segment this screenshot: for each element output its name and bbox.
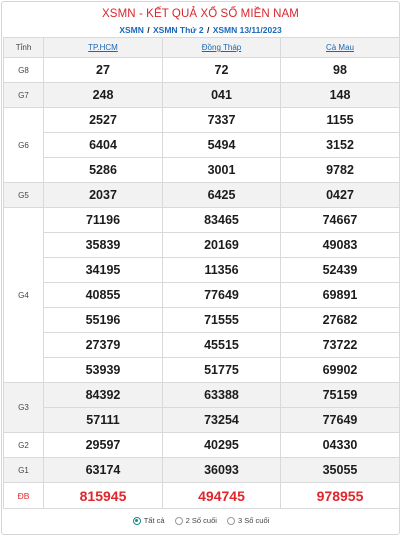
result-number: 3001 (163, 158, 281, 183)
result-number: 84392 (44, 383, 163, 408)
breadcrumb (2, 25, 399, 35)
result-number: 45515 (163, 333, 281, 358)
result-number: 74667 (281, 208, 400, 233)
result-number: 11356 (163, 258, 281, 283)
prize-row-g4 (4, 333, 400, 358)
prize-label: G6 (4, 108, 44, 183)
prize-label: G8 (4, 58, 44, 83)
result-number: 53939 (44, 358, 163, 383)
result-number: 57111 (44, 408, 163, 433)
filter-label: 3 Số cuối (238, 516, 270, 525)
result-number: 63174 (44, 458, 163, 483)
prize-row-g7 (4, 83, 400, 108)
special-prize-label: ĐB (4, 483, 44, 509)
result-number: 27682 (281, 308, 400, 333)
prize-row-g4 (4, 208, 400, 233)
prize-row-g1 (4, 458, 400, 483)
result-number: 71196 (44, 208, 163, 233)
results-table (3, 37, 400, 509)
result-number: 77649 (281, 408, 400, 433)
result-number: 34195 (44, 258, 163, 283)
result-number: 3152 (281, 133, 400, 158)
result-number: 77649 (163, 283, 281, 308)
result-number: 35839 (44, 233, 163, 258)
result-number: 69891 (281, 283, 400, 308)
result-number: 98 (281, 58, 400, 83)
result-number: 27 (44, 58, 163, 83)
result-number: 71555 (163, 308, 281, 333)
result-number: 40855 (44, 283, 163, 308)
prize-label: G2 (4, 433, 44, 458)
table-header-row (4, 38, 400, 58)
result-number: 27379 (44, 333, 163, 358)
result-number: 72 (163, 58, 281, 83)
result-number: 73722 (281, 333, 400, 358)
result-number: 2527 (44, 108, 163, 133)
result-number: 83465 (163, 208, 281, 233)
result-number: 0427 (281, 183, 400, 208)
prize-row-g4 (4, 283, 400, 308)
result-number: 35055 (281, 458, 400, 483)
filter-label: Tất cả (143, 516, 165, 525)
province-header (281, 38, 400, 58)
result-number: 7337 (163, 108, 281, 133)
result-number: 52439 (281, 258, 400, 283)
prize-row-g2 (4, 433, 400, 458)
special-prize-number: 815945 (44, 483, 163, 509)
filter-label: 2 Số cuối (185, 516, 217, 525)
result-number: 73254 (163, 408, 281, 433)
prize-label: G4 (4, 208, 44, 383)
province-link-dong-thap[interactable]: Đồng Tháp (201, 43, 242, 52)
radio-unselected-icon[interactable] (175, 517, 183, 525)
result-number: 20169 (163, 233, 281, 258)
prize-row-special (4, 483, 400, 509)
prize-row-g3 (4, 383, 400, 408)
special-prize-number: 978955 (281, 483, 400, 509)
digit-filter (0, 516, 402, 527)
result-number: 04330 (281, 433, 400, 458)
prize-row-g4 (4, 358, 400, 383)
province-header (163, 38, 281, 58)
province-column-label: Tỉnh (4, 38, 44, 58)
prize-row-g6 (4, 133, 400, 158)
result-number: 6404 (44, 133, 163, 158)
result-number: 63388 (163, 383, 281, 408)
result-number: 36093 (163, 458, 281, 483)
radio-unselected-icon[interactable] (227, 517, 235, 525)
result-number: 29597 (44, 433, 163, 458)
result-number: 75159 (281, 383, 400, 408)
prize-row-g3 (4, 408, 400, 433)
prize-row-g4 (4, 258, 400, 283)
breadcrumb-separator: / (147, 25, 150, 35)
result-number: 148 (281, 83, 400, 108)
prize-row-g6 (4, 108, 400, 133)
result-number: 2037 (44, 183, 163, 208)
result-number: 5286 (44, 158, 163, 183)
prize-label: G7 (4, 83, 44, 108)
prize-row-g4 (4, 308, 400, 333)
radio-selected-icon[interactable] (133, 517, 141, 525)
prize-label: G3 (4, 383, 44, 433)
prize-row-g8 (4, 58, 400, 83)
prize-row-g5 (4, 183, 400, 208)
breadcrumb-xsmn-thu-2[interactable]: XSMN Thứ 2 (153, 25, 204, 35)
result-number: 5494 (163, 133, 281, 158)
result-number: 69902 (281, 358, 400, 383)
result-number: 1155 (281, 108, 400, 133)
province-link-ca-mau[interactable]: Cà Mau (325, 43, 354, 52)
prize-row-g6 (4, 158, 400, 183)
result-number: 6425 (163, 183, 281, 208)
province-link-tphcm[interactable]: TP.HCM (88, 43, 118, 52)
result-number: 51775 (163, 358, 281, 383)
result-number: 55196 (44, 308, 163, 333)
result-number: 041 (163, 83, 281, 108)
breadcrumb-separator: / (206, 25, 210, 35)
filter-all[interactable] (133, 516, 165, 525)
result-number: 40295 (163, 433, 281, 458)
filter-last-3-digits[interactable] (227, 516, 269, 525)
prize-label: G5 (4, 183, 44, 208)
result-number: 9782 (281, 158, 400, 183)
filter-last-2-digits[interactable] (175, 516, 217, 525)
breadcrumb-xsmn[interactable]: XSMN (119, 25, 144, 35)
breadcrumb-xsmn-date[interactable]: XSMN 13/11/2023 (212, 25, 282, 35)
page-title: XSMN - KẾT QUẢ XỔ SỐ MIỀN NAM (102, 8, 299, 20)
result-number: 49083 (281, 233, 400, 258)
prize-label: G1 (4, 458, 44, 483)
province-header (44, 38, 163, 58)
special-prize-number: 494745 (163, 483, 281, 509)
prize-row-g4 (4, 233, 400, 258)
result-number: 248 (44, 83, 163, 108)
